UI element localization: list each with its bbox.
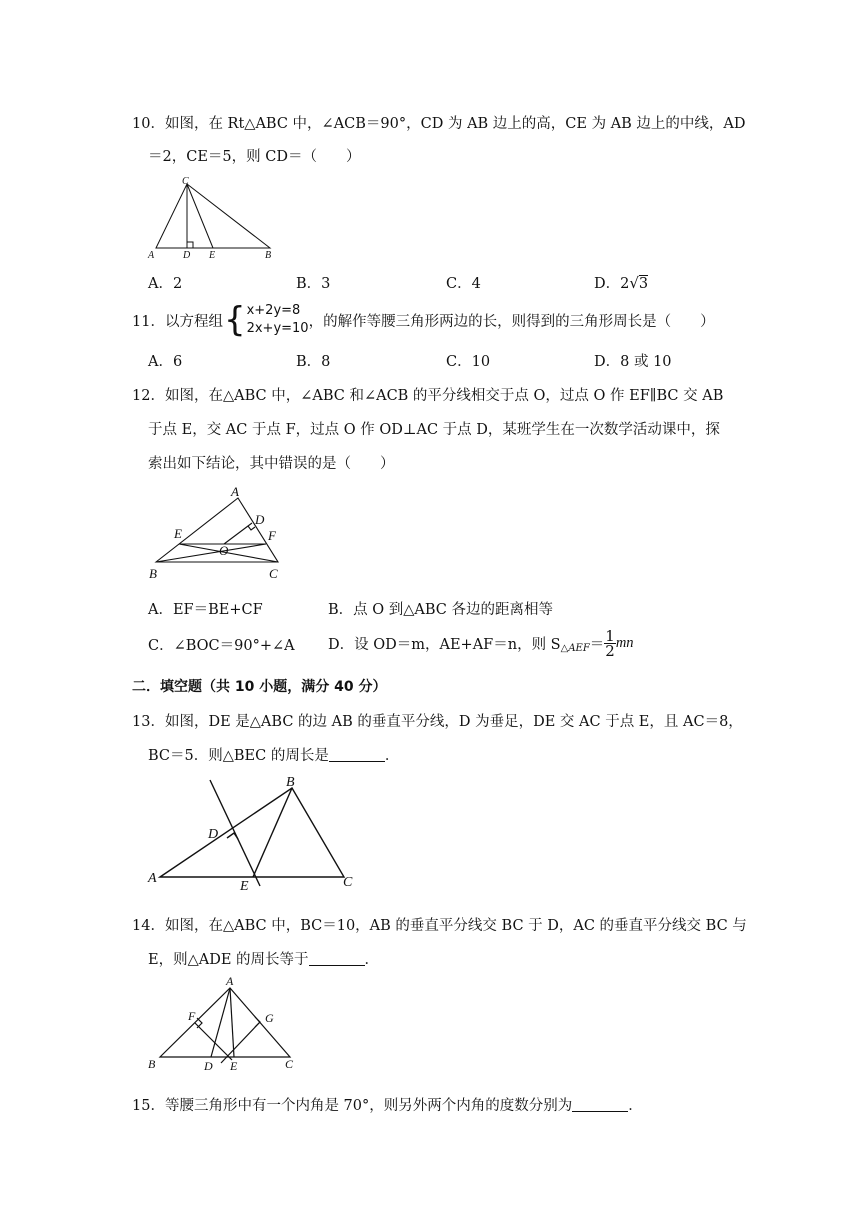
q12-label-b: B bbox=[149, 566, 157, 581]
q12-option-a: A．EF＝BE+CF bbox=[148, 602, 263, 618]
q10-option-b: B．3 bbox=[296, 276, 331, 292]
q14-label-b: B bbox=[148, 1057, 156, 1071]
q10-text-line2: ＝2，CE＝5，则 CD＝（ ） bbox=[148, 149, 361, 165]
q15-line-end: ． bbox=[628, 1098, 643, 1114]
q11-text bbox=[132, 300, 715, 340]
q14-text-line1: 14．如图，在△ABC 中，BC＝10，AB 的垂直平分线交 BC 于 D，AC 的垂直平分线交 BC 与 bbox=[132, 918, 747, 934]
q14-label-f: F bbox=[188, 1009, 196, 1023]
q12-option-c: C．∠BOC＝90°+∠A bbox=[148, 638, 295, 654]
q12-label-e: E bbox=[174, 526, 182, 541]
q12-option-d-suffix: mn bbox=[615, 634, 634, 651]
q10-label-d: D bbox=[183, 250, 191, 261]
q12-text-line1: 12．如图，在△ABC 中，∠ABC 和∠ACB 的平分线相交于点 O，过点 O 作 EF∥BC 交 AB bbox=[132, 388, 724, 404]
q12-option-b: B．点 O 到△ABC 各边的距离相等 bbox=[328, 602, 554, 618]
q11-eq1: x+2y=8 bbox=[246, 303, 301, 318]
q10-option-d-text: D．2 bbox=[594, 276, 630, 292]
q13-label-d: D bbox=[208, 827, 219, 842]
q13-figure bbox=[142, 772, 372, 892]
q12-label-c: C bbox=[269, 566, 278, 581]
q12-label-d: D bbox=[255, 512, 265, 527]
q15-text bbox=[132, 1094, 643, 1115]
q11-option-a: A．6 bbox=[148, 354, 183, 370]
q15-line-text: 15．等腰三角形中有一个内角是 70°，则另外两个内角的度数分别为 bbox=[132, 1098, 573, 1114]
q13-line2-text: BC＝5．则△BEC 的周长是 bbox=[148, 748, 329, 764]
q14-answer-blank[interactable] bbox=[309, 964, 365, 966]
q11-eq2: 2x+y=10 bbox=[246, 321, 309, 336]
q12-label-o: O bbox=[219, 543, 229, 558]
q13-text-line2 bbox=[148, 744, 399, 765]
q10-figure bbox=[142, 174, 282, 264]
q11-equation-system bbox=[247, 302, 309, 338]
q14-figure bbox=[142, 972, 312, 1082]
q11-option-d: D．8 或 10 bbox=[594, 354, 672, 370]
q10-label-e: E bbox=[209, 250, 216, 261]
q12-option-d-prefix: D．设 OD＝m，AE+AF＝n，则 S bbox=[328, 636, 561, 653]
section-heading: 二．填空题（共 10 小题，满分 40 分） bbox=[132, 679, 387, 695]
q13-text-line1: 13．如图，DE 是△ABC 的边 AB 的垂直平分线，D 为垂足，DE 交 AC 于点 E，且 AC＝8， bbox=[132, 714, 743, 730]
q13-label-e: E bbox=[240, 879, 249, 892]
q12-text-line2: 于点 E，交 AC 于点 F，过点 O 作 OD⊥AC 于点 D，某班学生在一次数学活动课中，探 bbox=[148, 422, 720, 438]
q13-label-a: A bbox=[148, 871, 157, 886]
q10-label-c: C bbox=[182, 176, 189, 187]
q13-line2-end: ． bbox=[384, 748, 400, 764]
q12-text-line3: 索出如下结论，其中错误的是（ ） bbox=[148, 456, 395, 472]
q12-label-a: A bbox=[231, 484, 239, 499]
q11-prefix: 11．以方程组 bbox=[132, 313, 223, 330]
q14-label-d: D bbox=[204, 1059, 213, 1073]
q14-text-line2 bbox=[148, 948, 379, 969]
q12-option-d-subscript: △AEF bbox=[560, 642, 590, 654]
q10-label-a: A bbox=[148, 250, 155, 261]
q14-line2-text: E，则△ADE 的周长等于 bbox=[148, 952, 309, 968]
q13-label-b: B bbox=[286, 775, 295, 790]
q11-option-c: C．10 bbox=[446, 354, 491, 370]
q10-option-d bbox=[594, 272, 648, 293]
q15-answer-blank[interactable] bbox=[572, 1110, 628, 1112]
q11-suffix: ，的解作等腰三角形两边的长，则得到的三角形周长是（ ） bbox=[308, 313, 715, 330]
q12-option-d bbox=[328, 626, 634, 660]
q10-label-b: B bbox=[265, 250, 272, 261]
q11-brace: { bbox=[223, 300, 246, 340]
q14-label-c: C bbox=[285, 1057, 294, 1071]
q12-figure bbox=[142, 482, 292, 582]
q12-option-d-fraction bbox=[604, 626, 616, 660]
q10-text-line1: 10．如图，在 Rt△ABC 中，∠ACB＝90°，CD 为 AB 边上的高，CE 为 AB 边上的中线，AD bbox=[132, 116, 746, 132]
q14-label-g: G bbox=[265, 1011, 274, 1025]
q12-option-d-equals: ＝ bbox=[589, 636, 605, 653]
q14-label-a: A bbox=[226, 974, 234, 988]
q12-fraction-denominator: 2 bbox=[605, 641, 615, 660]
q11-option-b: B．8 bbox=[296, 354, 331, 370]
sqrt-symbol: √ bbox=[629, 274, 639, 292]
q12-label-f: F bbox=[268, 528, 276, 543]
q10-option-a: A．2 bbox=[148, 276, 183, 292]
q14-label-e: E bbox=[230, 1059, 238, 1073]
q10-option-d-radicand: 3 bbox=[638, 276, 649, 292]
q10-option-c: C．4 bbox=[446, 276, 481, 292]
q13-answer-blank[interactable] bbox=[329, 760, 385, 762]
q13-label-c: C bbox=[343, 875, 353, 890]
q14-line2-end: ． bbox=[364, 952, 380, 968]
q12-fraction-numerator: 1 bbox=[605, 626, 615, 645]
